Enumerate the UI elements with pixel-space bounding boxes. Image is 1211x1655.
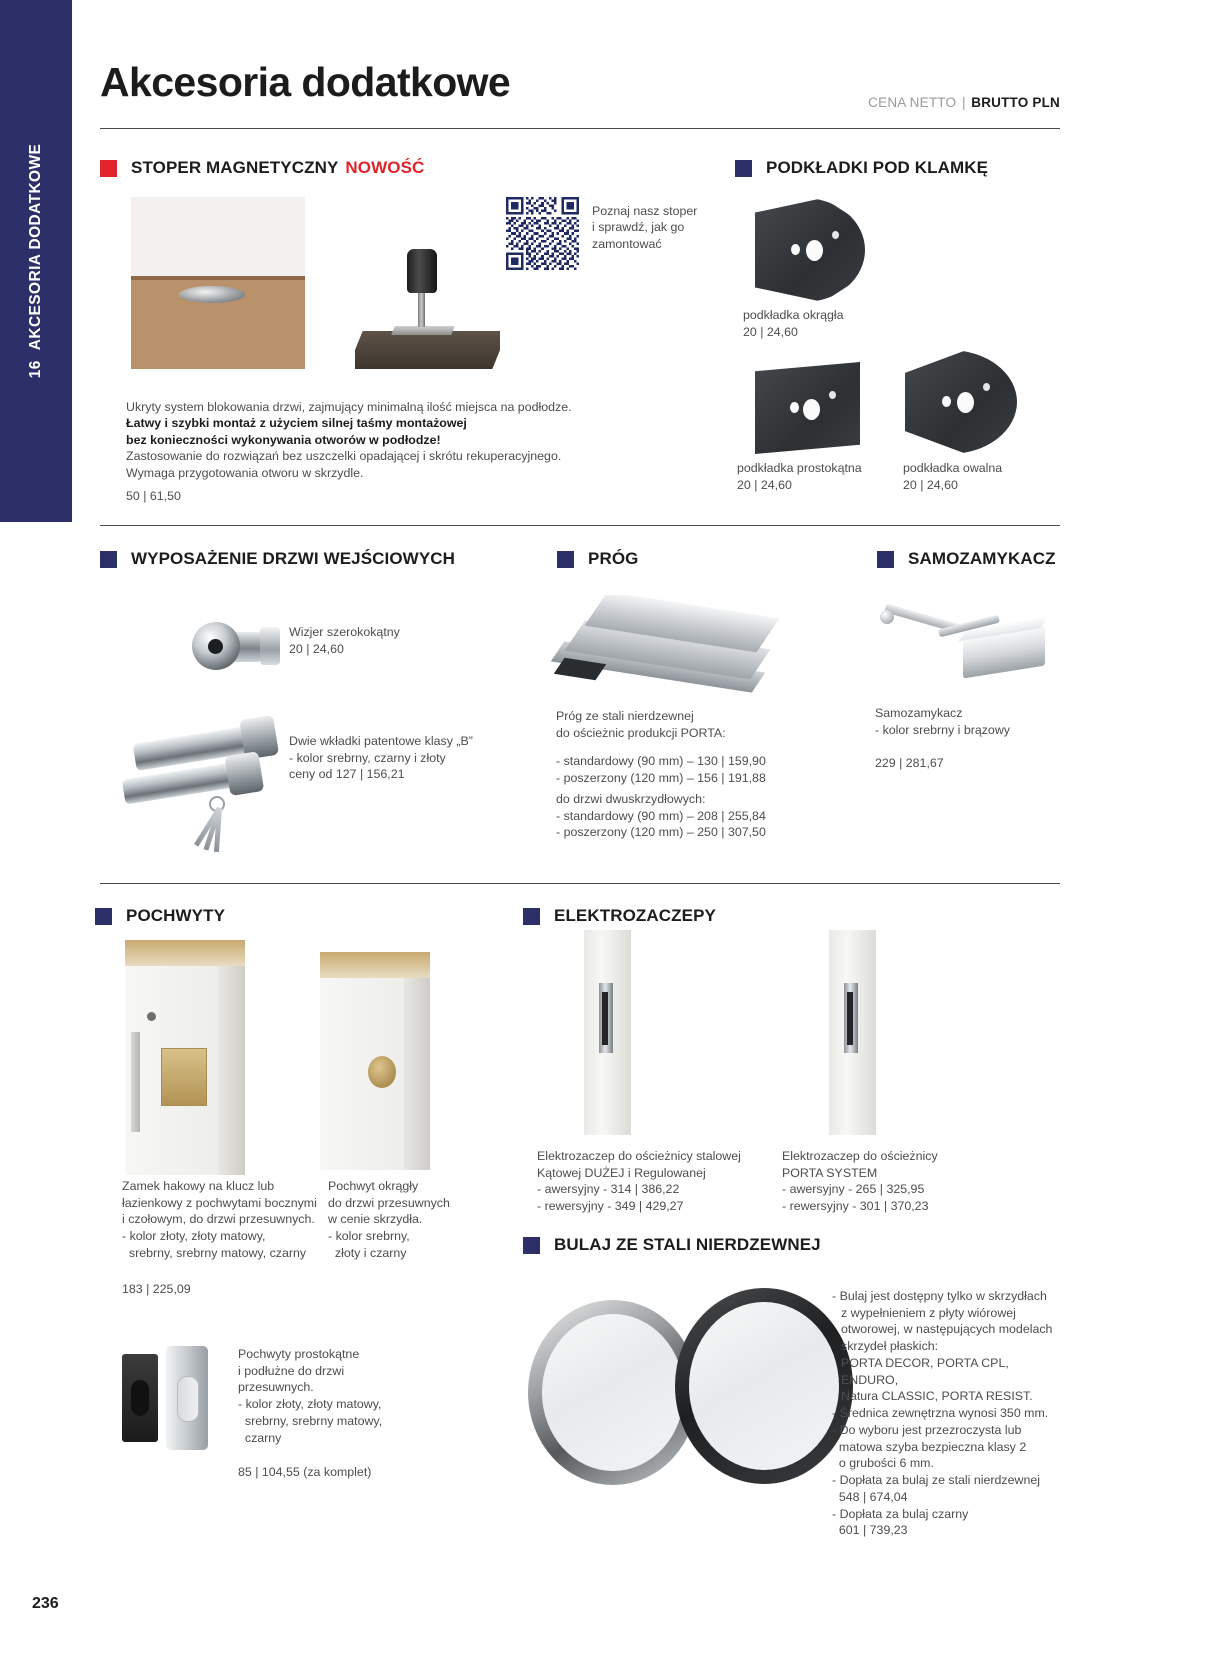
plate-shape: [391, 326, 455, 335]
pad-hole-screw: [829, 391, 836, 399]
square-bullet-icon: [100, 551, 117, 568]
samozamykacz-price: 229 | 281,67: [875, 756, 944, 771]
closer-pivot-shape: [880, 610, 894, 624]
bulaj-description: [832, 1288, 1062, 1539]
square-bullet-icon: [95, 908, 112, 925]
pochwyt-round-photo: [320, 952, 430, 1170]
door-top-band-shape: [320, 952, 430, 978]
wizjer-lens-shape: [192, 622, 240, 670]
cylinder-knob-shape: [224, 751, 264, 796]
wkladki-photo: [118, 712, 293, 862]
elektrozaczep-left-line-4: - rewersyjny - 349 | 429,27: [537, 1199, 684, 1214]
prog-description: [556, 708, 806, 741]
bulaj-note-3-line-3: o grubości 6 mm.: [832, 1456, 934, 1471]
wkladki-caption: [289, 733, 473, 783]
handle-black-shape: [122, 1354, 158, 1442]
square-bullet-icon: [100, 160, 117, 177]
elektrozaczep-left-line-3: - awersyjny - 314 | 386,22: [537, 1182, 680, 1197]
stoper-desc-bold-2: bez konieczności wykonywania otworów w podłodze!: [126, 432, 441, 447]
section-title-prog: PRÓG: [588, 549, 639, 568]
bulaj-note-1-rest: jest dostępny tylko w skrzydłach: [867, 1289, 1047, 1303]
elektrozaczep-right-line-1: Elektrozaczep do ościeżnicy: [782, 1149, 938, 1163]
bulaj-note-1-line-2: z wypełnieniem z płyty wiórowej: [841, 1305, 1016, 1320]
elektrozaczep-porta-photo: [810, 930, 895, 1135]
bulaj-note-1-line-5: PORTA DECOR, PORTA CPL, ENDURO,: [841, 1355, 1009, 1387]
price-legend: [868, 95, 1060, 110]
section-title-podkladki: PODKŁADKI POD KLAMKĘ: [766, 158, 989, 177]
wizjer-caption: [289, 624, 400, 657]
pochwyty-left-description: [122, 1178, 327, 1297]
podkladka-okragla-caption: [743, 307, 844, 340]
pad-hole-large: [957, 392, 974, 413]
pochwyty-right-line-3: w cenie skrzydła.: [328, 1212, 423, 1227]
podkladka-okragla-photo: [755, 198, 865, 302]
qr-code-icon[interactable]: [506, 197, 579, 270]
pochwyty-right-line-1: Pochwyt okrągły: [328, 1179, 419, 1193]
podkladka-owalna-name: podkładka owalna: [903, 461, 1003, 475]
stoper-desc-bold-1: Łatwy i szybki montaż z użyciem silnej taśmy montażowej: [126, 416, 467, 431]
section-title-samozamykacz: SAMOZAMYKACZ: [908, 549, 1056, 568]
chapter-number: 16: [27, 360, 44, 379]
pochwyty-bottom-line-4: - kolor złoty, złoty matowy,: [238, 1397, 382, 1412]
square-bullet-icon: [557, 551, 574, 568]
page-number: 236: [32, 1595, 59, 1612]
page-title: Akcesoria dodatkowe: [100, 59, 511, 105]
prog-options-double: [556, 791, 826, 841]
stoper-desc-line-1: Ukryty system blokowania drzwi, zajmujący minimalną ilość miejsca na podłodze.: [126, 400, 572, 414]
bulaj-glass-shape: [542, 1314, 684, 1471]
prog-double-heading: do drzwi dwuskrzydłowych:: [556, 792, 706, 806]
wizjer-name: Wizjer szerokokątny: [289, 625, 400, 639]
page-header: [100, 59, 1060, 110]
samozamykacz-photo: [880, 600, 1045, 690]
strike-slot-shape: [602, 992, 609, 1045]
square-bullet-icon: [877, 551, 894, 568]
pad-hole-large: [806, 240, 823, 261]
podkladka-prostokatna-photo: [755, 362, 860, 454]
pochwyty-bottom-line-6: czarny: [238, 1430, 282, 1445]
elektrozaczep-right-line-4: - rewersyjny - 301 | 370,23: [782, 1199, 929, 1214]
pochwyty-left-line-2: łazienkowy z pochwytami bocznymi: [122, 1195, 317, 1210]
bulaj-note-3-line-2: matowa szyba bezpieczna klasy 2: [832, 1439, 1027, 1454]
section-title-pochwyty: POCHWYTY: [126, 906, 226, 925]
section-title-wyposazenie: WYPOSAŻENIE DRZWI WEJŚCIOWYCH: [131, 549, 456, 568]
bulaj-note-4-line-2: 548 | 674,04: [832, 1489, 908, 1504]
section-title-bulaj: BULAJ ZE STALI NIERDZEWNEJ: [554, 1235, 821, 1254]
prog-option-standardowy: - standardowy (90 mm) – 130 | 159,90: [556, 754, 766, 768]
podkladka-owalna-photo: [905, 350, 1017, 454]
pochwyty-bottom-line-1: Pochwyty prostokątne: [238, 1347, 360, 1361]
wizjer-photo: [190, 608, 280, 688]
section-title-stoper: STOPER MAGNETYCZNY NOWOŚĆ: [131, 158, 425, 177]
prog-double-poszerzony: - poszerzony (120 mm) – 250 | 307,50: [556, 825, 766, 840]
closer-body-shape: [963, 626, 1045, 679]
samozamykacz-description: [875, 705, 1065, 772]
pochwyty-left-price: 183 | 225,09: [122, 1281, 191, 1296]
pochwyty-bottom-line-2: i podłużne do drzwi: [238, 1363, 345, 1378]
qr-text-line-1: Poznaj nasz stoper: [592, 204, 698, 218]
door-side-plate-shape: [131, 1032, 140, 1132]
prog-desc-line-2: do ościeżnic produkcji PORTA:: [556, 725, 726, 740]
keys-shape: [203, 794, 273, 856]
bulaj-keyword: Bulaj: [839, 1289, 868, 1303]
section-title-elektrozaczepy: ELEKTROZACZEPY: [554, 906, 716, 925]
prog-double-standardowy: - standardowy (90 mm) – 208 | 255,84: [556, 808, 766, 823]
square-bullet-icon: [735, 160, 752, 177]
samozamykacz-desc-line-2: - kolor srebrny i brązowy: [875, 722, 1010, 737]
stoper-photo-floor: [131, 197, 305, 369]
qr-code-svg: [506, 197, 579, 270]
prog-desc-line-1: Próg ze stali nierdzewnej: [556, 709, 694, 723]
badge-nowosc: NOWOŚĆ: [345, 158, 425, 177]
pochwyty-bottom-line-5: srebrny, srebrny matowy,: [238, 1413, 383, 1428]
elektrozaczep-left-line-2: Kątowej DUŻEJ i Regulowanej: [537, 1165, 706, 1180]
section-heading-samozamykacz: [877, 549, 1056, 569]
pochwyty-right-line-5: złoty i czarny: [328, 1245, 407, 1260]
door-edge-shape: [219, 940, 245, 1175]
floor-shape: [355, 331, 500, 369]
divider-middle-2: [100, 883, 1060, 884]
stem-shape: [418, 289, 425, 327]
elektrozaczep-stalowa-photo: [565, 930, 650, 1135]
pochwyty-left-line-4: - kolor złoty, złoty matowy,: [122, 1229, 266, 1244]
bulaj-dash: -: [832, 1289, 837, 1303]
stoper-price: 50 | 61,50: [126, 488, 181, 503]
elektrozaczep-right-line-2: PORTA SYSTEM: [782, 1165, 878, 1180]
podkladka-owalna-price: 20 | 24,60: [903, 477, 958, 492]
pochwyty-bottom-price: 85 | 104,55 (za komplet): [238, 1465, 372, 1480]
prog-option-poszerzony: - poszerzony (120 mm) – 156 | 191,88: [556, 770, 766, 785]
podkladka-okragla-price: 20 | 24,60: [743, 324, 798, 339]
chapter-tab-label: [0, 0, 72, 522]
price-legend-separator: |: [961, 95, 966, 110]
magnet-cap-shape: [407, 249, 437, 293]
bulaj-note-1-line-3: otworowej, w następujących modelach: [841, 1322, 1053, 1337]
wkladki-line-2: - kolor srebrny, czarny i złoty: [289, 750, 446, 765]
section-heading-prog: [557, 549, 638, 569]
bulaj-note-5-line-2: 601 | 739,23: [832, 1523, 908, 1538]
stoper-description: [126, 399, 596, 504]
hook-lock-shape: [161, 1048, 207, 1106]
pochwyty-right-description: [328, 1178, 503, 1262]
stoper-photo-detail: [355, 197, 500, 369]
qr-text-line-3: zamontować: [592, 236, 662, 251]
price-legend-netto: CENA NETTO: [868, 95, 957, 110]
price-legend-brutto: BRUTTO PLN: [971, 95, 1060, 110]
bulaj-note-1-line-4: skrzydeł płaskich:: [841, 1339, 939, 1354]
pochwyt-hook-lock-photo: [125, 940, 245, 1175]
bulaj-note-1: [832, 1288, 1062, 1305]
pochwyty-left-line-5: srebrny, srebrny matowy, czarny: [122, 1245, 307, 1260]
section-heading-bulaj: [523, 1235, 821, 1255]
samozamykacz-desc-line-1: Samozamykacz: [875, 706, 963, 720]
square-bullet-icon: [523, 1237, 540, 1254]
strike-slot-shape: [847, 992, 854, 1045]
bulaj-black-photo: [675, 1288, 853, 1484]
podkladka-prostokatna-price: 20 | 24,60: [737, 477, 792, 492]
elektrozaczep-right-line-3: - awersyjny - 265 | 325,95: [782, 1182, 925, 1197]
podkladka-okragla-name: podkładka okrągła: [743, 308, 844, 322]
square-bullet-icon: [523, 908, 540, 925]
wkladki-line-3: ceny od 127 | 156,21: [289, 767, 405, 782]
pochwyty-right-line-2: do drzwi przesuwnych: [328, 1195, 450, 1210]
pochwyty-left-line-3: i czołowym, do drzwi przesuwnych.: [122, 1212, 315, 1227]
section-heading-pochwyty: [95, 906, 225, 926]
podkladka-prostokatna-name: podkładka prostokątna: [737, 461, 862, 475]
pad-hole-small: [790, 402, 799, 413]
round-handle-shape: [368, 1056, 396, 1088]
stoper-desc-line-3: Wymaga przygotowania otworu w skrzydle.: [126, 465, 364, 480]
wizjer-price: 20 | 24,60: [289, 641, 344, 656]
wizjer-ring-shape: [260, 627, 280, 665]
handle-silver-shape: [166, 1346, 208, 1450]
qr-instruction-text: [592, 203, 772, 252]
door-top-band-shape: [125, 940, 245, 966]
prog-options-single: [556, 753, 816, 786]
elektrozaczep-left-line-1: Elektrozaczep do ościeżnicy stalowej: [537, 1149, 741, 1163]
door-screw-dot-shape: [147, 1012, 156, 1021]
prog-photo: [545, 595, 790, 700]
bulaj-glass-shape: [689, 1302, 839, 1470]
chapter-tab: [0, 0, 72, 522]
elektrozaczep-left-description: [537, 1148, 777, 1215]
stoper-desc-line-2: Zastosowanie do rozwiązań bez uszczelki opadającej i skrótu rekuperacyjnego.: [126, 449, 562, 464]
divider-middle-1: [100, 525, 1060, 526]
bulaj-silver-photo: [528, 1300, 698, 1485]
chapter-name: AKCESORIA DODATKOWE: [27, 143, 44, 351]
section-heading-podkladki: [735, 158, 988, 178]
bulaj-note-5-line-1: - Dopłata za bulaj czarny: [832, 1506, 969, 1521]
section-heading-wyposazenie: [100, 549, 455, 569]
podkladka-prostokatna-caption: [737, 460, 862, 493]
bulaj-note-4-line-1: - Dopłata za bulaj ze stali nierdzewnej: [832, 1473, 1040, 1488]
pochwyty-left-line-1: Zamek hakowy na klucz lub: [122, 1179, 275, 1193]
pochwyty-bottom-line-3: przesuwnych.: [238, 1380, 314, 1395]
section-heading-stoper: [100, 158, 424, 178]
pochwyty-bottom-description: [238, 1346, 438, 1481]
bulaj-note-2: - Średnica zewnętrzna wynosi 350 mm.: [832, 1406, 1049, 1421]
pochwyty-right-line-4: - kolor srebrny,: [328, 1229, 410, 1244]
divider-top: [100, 128, 1060, 129]
bulaj-note-1-line-6: Natura CLASSIC, PORTA RESIST.: [841, 1389, 1033, 1404]
pochwyty-prostokatne-photo: [122, 1340, 232, 1455]
section-heading-elektrozaczepy: [523, 906, 716, 926]
podkladka-owalna-caption: [903, 460, 1002, 493]
pad-hole-small: [942, 396, 951, 407]
qr-text-line-2: i sprawdź, jak go: [592, 220, 685, 235]
bulaj-note-3-line-1: - Do wyboru jest przezroczysta lub: [832, 1422, 1022, 1437]
wkladki-line-1: Dwie wkładki patentowe klasy „B”: [289, 734, 473, 748]
door-edge-shape: [404, 952, 430, 1170]
elektrozaczep-right-description: [782, 1148, 1022, 1215]
